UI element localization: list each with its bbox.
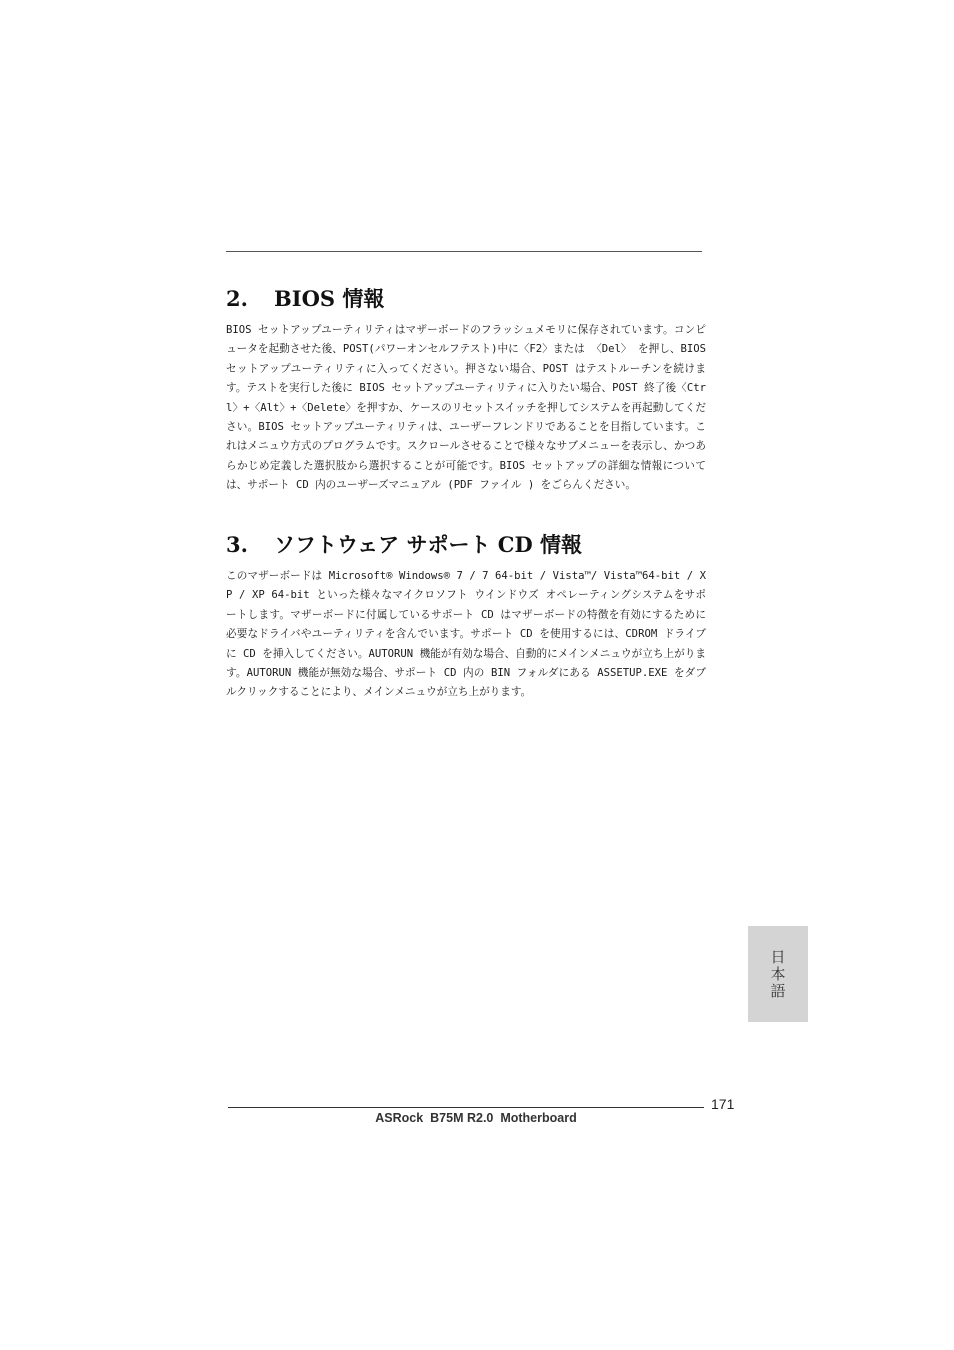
section-title: ソフトウェア サポート CD 情報 xyxy=(274,532,583,557)
section-body: このマザーボードは Microsoft® Windows® 7 / 7 64-bit / Vista™/ Vista™64-bit / XP / XP 64-bit といった様々なマイクロソフト ウインドウズ オペレーティングシステムをサポートします。マザーボードに付属しているサポート CD はマザーボードの特徴を有効にするために必要なドライバやユーティリティを含んでいます。サポート CD を使用するには、CDROM ドライブに CD を挿入してください。AUTORUN 機能が有効な場合、自動的にメインメニュウが立ち上がります。AUTORUN 機能が無効な場合、サポート CD 内の BIN フォルダにある ASSETUP.EXE をダブルクリックすることにより、メインメニュウが立ち上がります。 xyxy=(226,570,706,699)
section-body: BIOS セットアップユーティリティはマザーボードのフラッシュメモリに保存されています。コンピュータを起動させた後、POST(パワーオンセルフテスト)中に〈F2〉または 〈Del〉 を押し、BIOS セットアップユーティリティに入ってください。押さない場合、POST はテストルーチンを続けます。テストを実行した後に BIOS セットアップユーティリティに入りたい場合、POST 終了後〈Ctrl〉+〈Alt〉+〈Delete〉を押すか、ケースのリセットスイッチを押してシステムを再起動してください。BIOS セットアップユーティリティは、ユーザーフレンドリであることを目指しています。これはメニュウ方式のプログラムです。スクロールさせることで様々なサブメニューを表示し、かつあらかじめ定義した選択肢から選択することが可能です。BIOS セットアップの詳細な情報については、サポート CD 内のユーザーズマニュアル (PDF ファイル ) をごらんください。 xyxy=(226,324,706,492)
section-heading xyxy=(226,531,706,559)
top-divider xyxy=(226,251,702,252)
language-tab-label: 日本語 xyxy=(768,948,787,1000)
footer-product-name: ASRock B75M R2.0 Motherboard xyxy=(375,1111,577,1125)
footer-divider xyxy=(228,1107,704,1108)
language-tab xyxy=(748,926,808,1022)
section-support-cd-info xyxy=(226,531,706,703)
section-title: BIOS 情報 xyxy=(274,286,385,311)
section-number: 3. xyxy=(226,532,248,557)
page-number: 171 xyxy=(711,1096,735,1112)
section-number: 2. xyxy=(226,286,248,311)
section-heading xyxy=(226,285,706,313)
section-bios-info xyxy=(226,285,706,496)
